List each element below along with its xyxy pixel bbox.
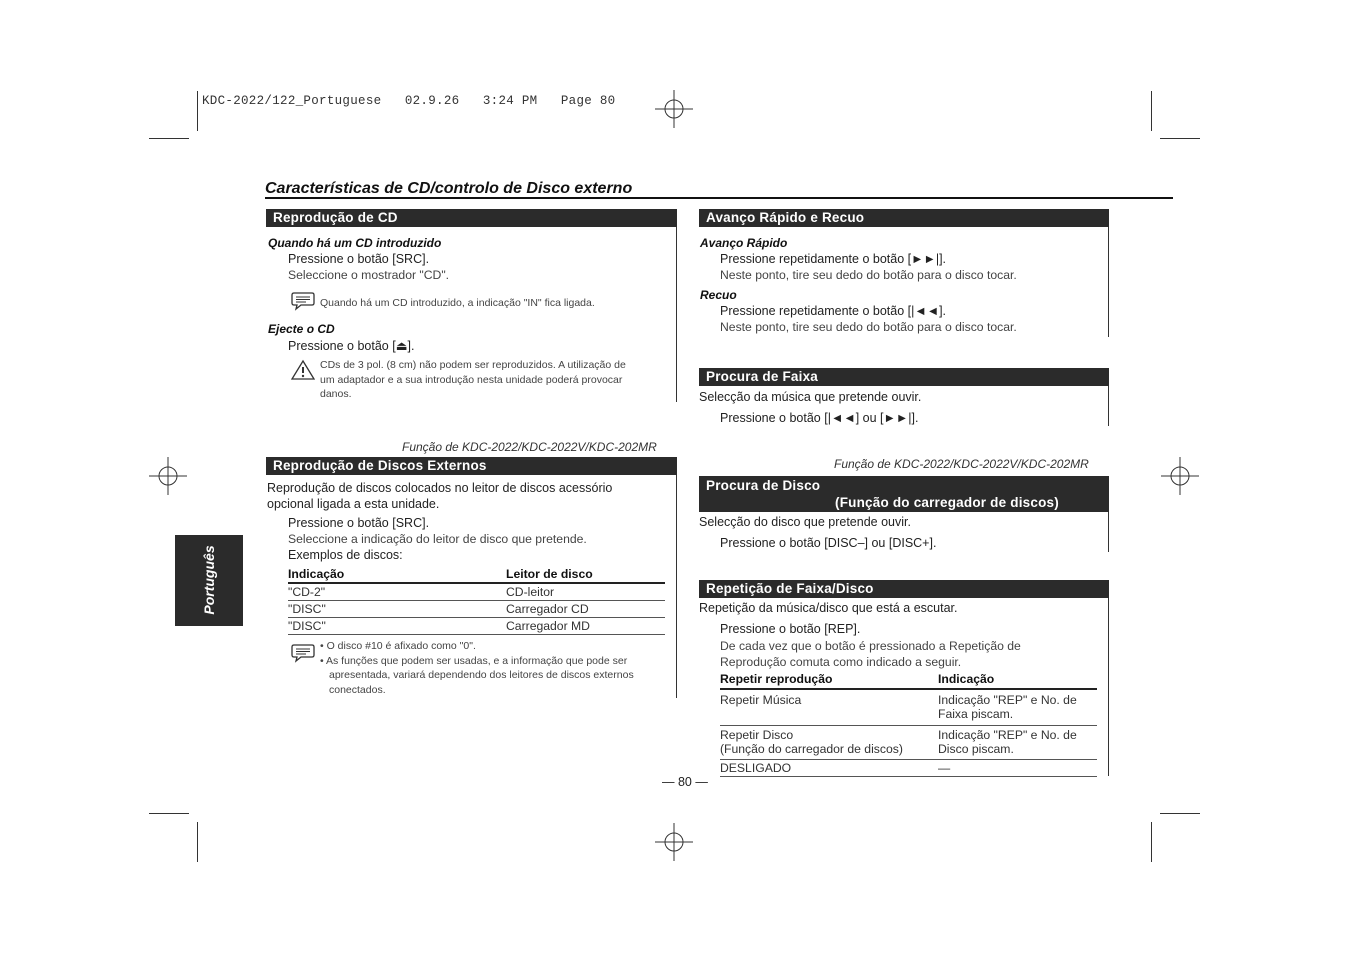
model-note: Função de KDC-2022/KDC-2022V/KDC-202MR	[834, 457, 1089, 471]
crop-mark	[1151, 91, 1152, 131]
column-header: Indicação	[288, 567, 506, 583]
table-row	[720, 689, 1097, 726]
description: Selecção do disco que pretende ouvir.	[699, 515, 911, 529]
table-cell: Carregador MD	[506, 618, 665, 635]
table-cell: Repetir Disco (Função do carregador de discos)	[720, 725, 938, 759]
column-rule	[1108, 386, 1109, 426]
table-row	[288, 618, 665, 635]
registration-mark-icon	[655, 90, 693, 128]
registration-mark-icon	[1161, 457, 1199, 495]
note-icon	[291, 291, 315, 311]
table-header-row	[288, 567, 665, 583]
model-note: Função de KDC-2022/KDC-2022V/KDC-202MR	[402, 440, 657, 454]
table-cell: Carregador CD	[506, 601, 665, 618]
crop-mark	[1151, 822, 1152, 862]
crop-mark	[197, 91, 198, 131]
column-header: Indicação	[938, 672, 1097, 689]
table-cell: Repetir Música	[720, 689, 938, 726]
table-row	[720, 759, 1097, 777]
disc-examples-table	[288, 567, 665, 635]
instruction: Exemplos de discos:	[288, 548, 403, 562]
table-row	[288, 601, 665, 618]
instruction: Neste ponto, tire seu dedo do botão para o disco tocar.	[720, 268, 1017, 282]
description: Repetição da música/disco que está a escutar.	[699, 601, 958, 615]
language-tab-label: Português	[201, 545, 217, 615]
table-row	[720, 725, 1097, 759]
column-header: Leitor de disco	[506, 567, 665, 583]
page-number: — 80 —	[662, 775, 708, 789]
page-title: Características de CD/controlo de Disco externo	[265, 180, 633, 197]
registration-mark-icon	[655, 823, 693, 861]
crop-mark	[149, 138, 189, 139]
intro-text: Reprodução de discos colocados no leitor de discos acessório opcional ligada a esta unidade.	[267, 481, 613, 511]
table-cell: "DISC"	[288, 618, 506, 635]
column-rule	[676, 475, 677, 698]
column-header: Repetir reprodução	[720, 672, 938, 689]
note-text: • O disco #10 é afixado como "0". • As funções que podem ser usadas, e a informação que pode ser apresentada, variará dependendo dos leitores de discos externos conectados.	[320, 640, 634, 696]
column-rule	[676, 227, 677, 402]
section-heading-track-search: Procura de Faixa	[699, 368, 1109, 386]
section-heading-cd-playback: Reprodução de CD	[266, 209, 677, 227]
instruction: Pressione repetidamente o botão [►►|].	[720, 252, 947, 266]
registration-mark-icon	[149, 457, 187, 495]
note-text: Quando há um CD introduzido, a indicação "IN" fica ligada.	[320, 297, 595, 309]
crop-mark	[149, 813, 189, 814]
instruction: Pressione repetidamente o botão [|◄◄].	[720, 304, 947, 318]
column-rule	[1108, 227, 1109, 337]
instruction: Pressione o botão [⏏].	[288, 339, 415, 353]
warning-text: CDs de 3 pol. (8 cm) não podem ser reproduzidos. A utilização de um adaptador e a sua introdução nesta unidade poderá provocar danos.	[320, 359, 626, 400]
print-header: KDC-2022/122_Portuguese 02.9.26 3:24 PM Page 80	[202, 94, 616, 108]
instruction: Neste ponto, tire seu dedo do botão para o disco tocar.	[720, 320, 1017, 334]
table-header-row	[720, 672, 1097, 689]
table-cell: Indicação "REP" e No. de Faixa piscam.	[938, 689, 1097, 726]
warning-icon	[291, 359, 315, 381]
crop-mark	[1160, 813, 1200, 814]
subheading: Avanço Rápido	[700, 236, 788, 250]
repeat-mode-table	[720, 672, 1097, 777]
table-cell: CD-leitor	[506, 583, 665, 601]
table-cell: "DISC"	[288, 601, 506, 618]
table-cell: DESLIGADO	[720, 759, 938, 777]
section-heading-fast-forward-rewind: Avanço Rápido e Recuo	[699, 209, 1109, 227]
table-cell: —	[938, 759, 1097, 777]
section-heading-disc-search: Procura de Disco (Função do carregador de discos)	[699, 476, 1109, 512]
table-cell: "CD-2"	[288, 583, 506, 601]
instruction: Pressione o botão [SRC].	[288, 516, 430, 530]
instruction: Seleccione a indicação do leitor de disco que pretende.	[288, 532, 587, 546]
title-rule	[265, 197, 1173, 199]
description: Selecção da música que pretende ouvir.	[699, 390, 922, 404]
crop-mark	[1160, 138, 1200, 139]
instruction: Pressione o botão [DISC–] ou [DISC+].	[720, 536, 937, 550]
instruction: Pressione o botão [REP].	[720, 622, 861, 636]
table-row	[288, 583, 665, 601]
instruction: Seleccione o mostrador "CD".	[288, 268, 450, 282]
subheading: Ejecte o CD	[268, 322, 335, 336]
subheading: Quando há um CD introduzido	[268, 236, 442, 250]
column-rule	[1108, 598, 1109, 776]
subheading: Recuo	[700, 288, 737, 302]
instruction: Pressione o botão [SRC].	[288, 252, 430, 266]
instruction: Pressione o botão [|◄◄] ou [►►|].	[720, 411, 919, 425]
note-icon	[291, 643, 315, 663]
column-rule	[1108, 512, 1109, 552]
instruction: De cada vez que o botão é pressionado a Repetição de Reprodução comuta como indicado a seguir.	[720, 639, 1021, 669]
section-heading-external-disc: Reprodução de Discos Externos	[266, 457, 677, 475]
section-heading-repeat: Repetição de Faixa/Disco	[699, 580, 1109, 598]
crop-mark	[197, 822, 198, 862]
table-cell: Indicação "REP" e No. de Disco piscam.	[938, 725, 1097, 759]
